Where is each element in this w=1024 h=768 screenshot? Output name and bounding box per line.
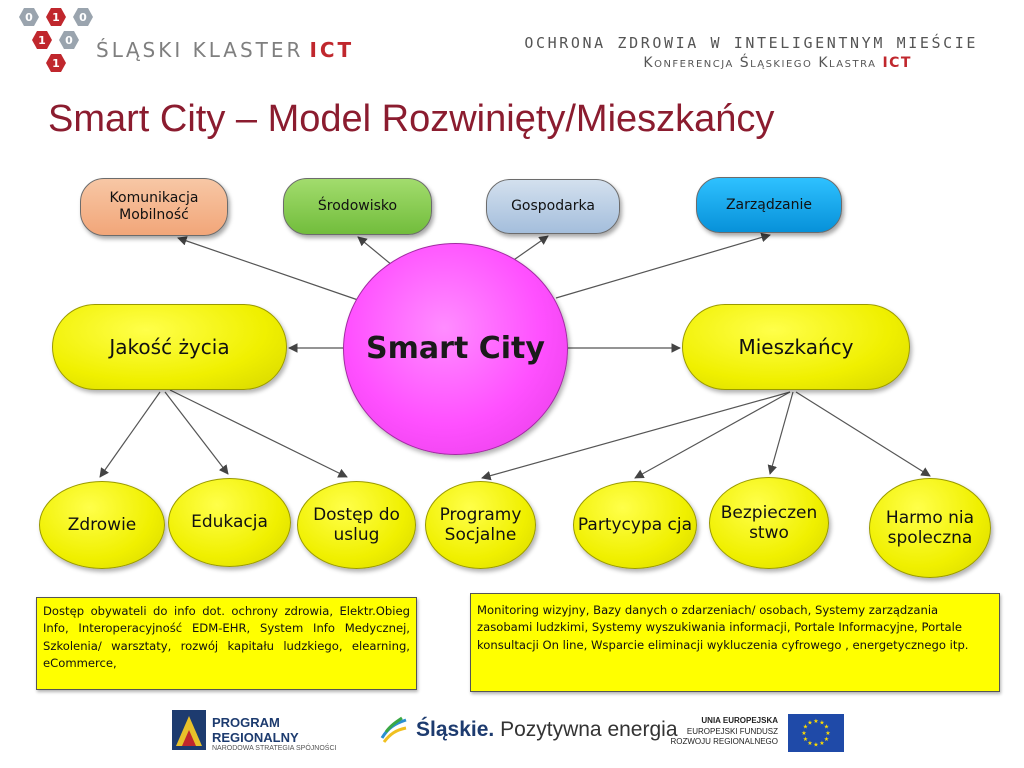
node-dostep-do-uslug: Dostęp do uslug <box>297 481 416 569</box>
node-bezpieczenstwo: Bezpieczen stwo <box>709 477 829 569</box>
description-box-right: Monitoring wizyjny, Bazy danych o zdarzeniach/ osobach, Systemy zarządzania zasobami ludzkimi, Systemy wyszukiwania informacji, Portale Informacyjne, Portale konsultacji On line, Wsparcie eliminacji wykluczenia cyfrowego , energetycznego itp. <box>470 593 1000 692</box>
ue-line1: UNIA EUROPEJSKA <box>701 716 778 725</box>
ue-line3: ROZWOJU REGIONALNEGO <box>670 737 778 746</box>
node-zarzadzanie: Zarządzanie <box>696 177 842 233</box>
node-harmonia-spoleczna: Harmo nia spoleczna <box>869 478 991 578</box>
node-zdrowie: Zdrowie <box>39 481 165 569</box>
node-srodowisko: Środowisko <box>283 178 432 235</box>
conference-subtitle-text: Konferencja Śląskiego Klastra <box>643 55 877 71</box>
svg-text:★: ★ <box>801 730 807 737</box>
slaskie-slogan <box>416 718 678 742</box>
svg-text:★: ★ <box>823 736 830 743</box>
logo-digit-3: 1 <box>38 34 46 47</box>
node-mieszkancy: Mieszkańcy <box>682 304 910 390</box>
conference-title: OCHRONA ZDROWIA W INTELIGENTNYM MIEŚCIE <box>524 34 978 52</box>
brand-ict: ICT <box>309 38 355 62</box>
program-line3: NARODOWA STRATEGIA SPÓJNOŚCI <box>212 745 337 752</box>
node-smart-city: Smart City <box>343 243 568 455</box>
svg-text:★: ★ <box>813 741 819 749</box>
node-partycypacja: Partycypa cja <box>573 481 697 569</box>
slaskie-rest: Pozytywna energia <box>494 718 678 741</box>
eu-flag-icon <box>788 714 844 752</box>
arrow-to-partycypacja <box>635 392 790 478</box>
arrow-to-bezpieczenstwo <box>770 392 793 474</box>
node-edukacja: Edukacja <box>168 478 291 567</box>
arrow-to-komunikacja <box>178 238 358 300</box>
logo-digit-0: 0 <box>25 11 33 24</box>
ue-line2: EUROPEJSKI FUNDUSZ <box>686 727 778 736</box>
svg-text:★: ★ <box>807 719 813 727</box>
logo-digit-5: 1 <box>52 57 60 70</box>
page-title: Smart City – Model Rozwinięty/Mieszkańcy <box>48 98 775 140</box>
svg-text:★: ★ <box>802 736 809 743</box>
svg-text:★: ★ <box>825 730 831 737</box>
svg-text:★: ★ <box>802 723 809 731</box>
description-box-left: Dostęp obywateli do info dot. ochrony zdrowia, Elektr.Obieg Info, Interoperacyjność EDM-EHR, System Info Medycznej, Szkolenia/ warsztaty, rozwój kapitału ludzkiego, elearning, eCommerce, <box>36 597 417 690</box>
program-line2: REGIONALNY <box>212 730 299 745</box>
logo-digit-4: 0 <box>65 34 73 47</box>
svg-text:★: ★ <box>807 740 813 747</box>
svg-text:★: ★ <box>823 723 830 731</box>
node-programy-socjalne: Programy Socjalne <box>425 481 536 569</box>
arrow-to-edukacja <box>165 392 228 474</box>
brand-text: ŚLĄSKI KLASTER <box>96 38 304 62</box>
logo-digit-1: 1 <box>52 11 60 24</box>
node-komunikacja: Komunikacja Mobilność <box>80 178 228 236</box>
svg-text:★: ★ <box>813 718 819 725</box>
node-gospodarka: Gospodarka <box>486 179 620 234</box>
arrow-to-zdrowie <box>100 392 160 477</box>
slaskie-bold: Śląskie. <box>416 718 495 741</box>
svg-text:★: ★ <box>819 719 825 727</box>
program-line1: PROGRAM <box>212 715 280 730</box>
node-jakosc-zycia: Jakość życia <box>52 304 287 390</box>
conference-subtitle-ict: ICT <box>882 55 912 71</box>
arrow-to-zarzadzanie <box>556 235 770 298</box>
arrow-to-harmonia <box>796 392 930 476</box>
slaskie-logo-icon <box>378 714 410 746</box>
program-regionalny-logo <box>172 710 206 750</box>
logo-digit-2: 0 <box>79 11 87 24</box>
svg-text:★: ★ <box>819 740 825 747</box>
